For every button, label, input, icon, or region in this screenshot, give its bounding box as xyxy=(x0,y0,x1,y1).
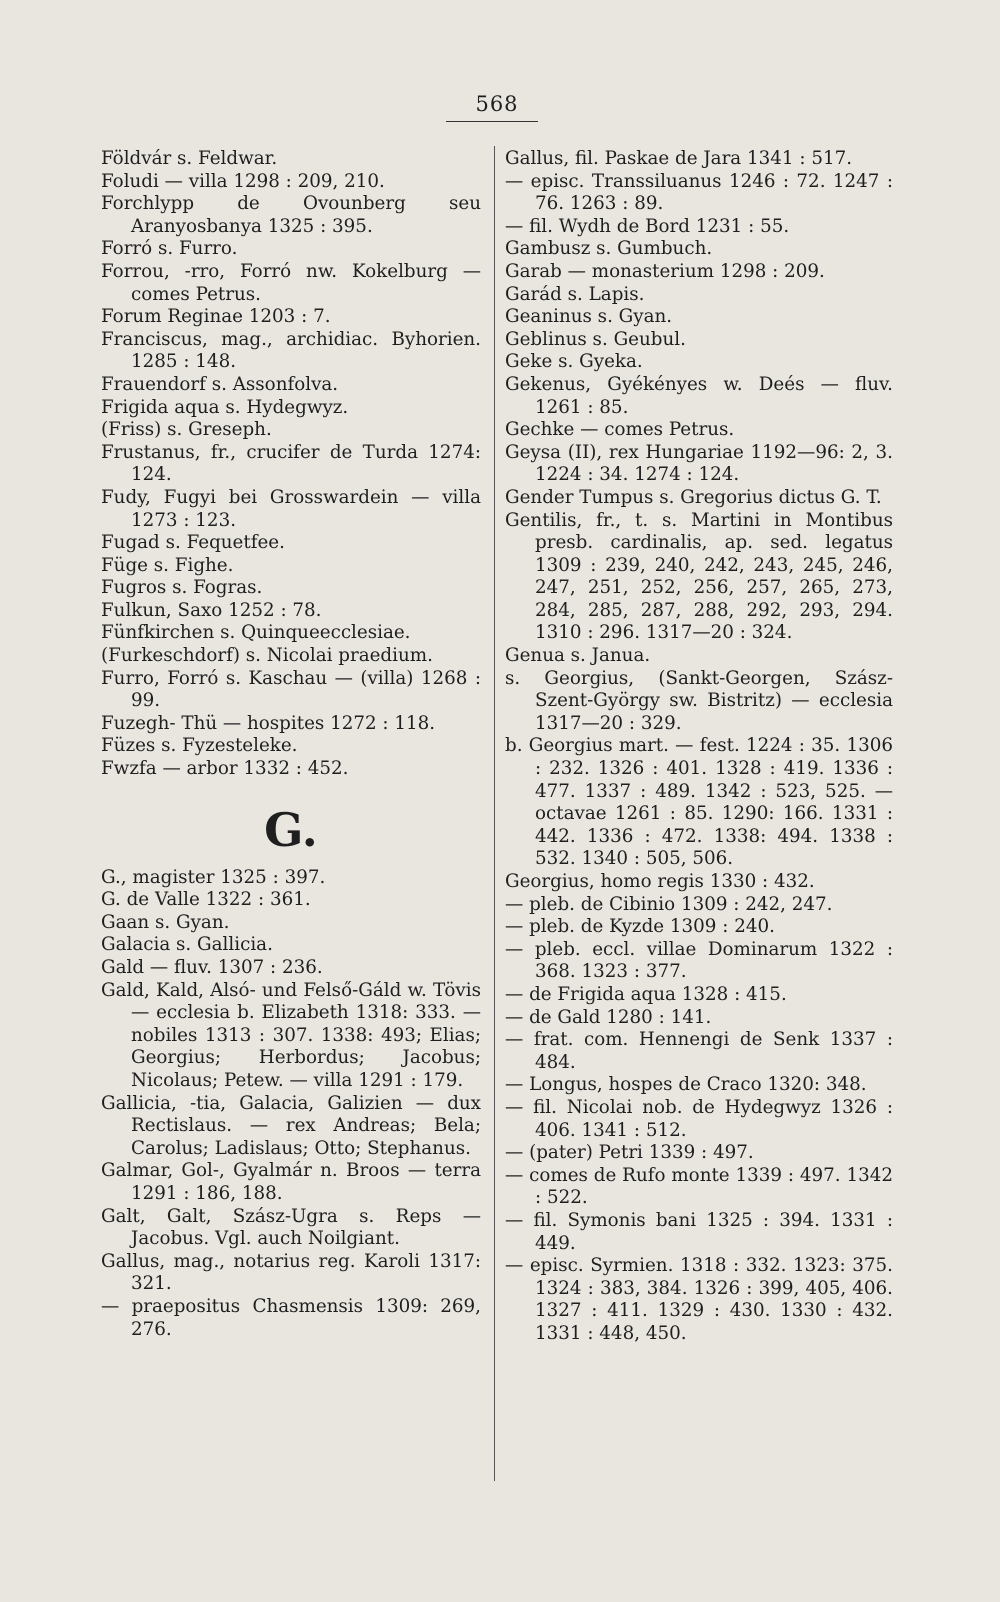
index-entry: — fil. Wydh de Bord 1231 : 55. xyxy=(505,215,790,237)
index-entry: Forró s. Furro. xyxy=(101,238,238,260)
index-entry: Fwzfa — arbor 1332 : 452. xyxy=(101,758,349,780)
index-entry: Foludi — villa 1298 : 209, 210. xyxy=(101,170,385,192)
index-entry: — de Gald 1280 : 141. xyxy=(505,1006,712,1028)
index-entry: Gechke — comes Petrus. xyxy=(505,419,735,441)
left-column xyxy=(101,148,481,1341)
page-number: 568 xyxy=(475,92,519,116)
index-entry: Fugros s. Fogras. xyxy=(101,577,263,599)
index-entry: — Longus, hospes de Craco 1320: 348. xyxy=(505,1074,867,1096)
index-entry: Geysa (II), rex Hungariae 1192—96: 2, 3. 1224 : 34. 1274 : 124. xyxy=(505,441,893,486)
index-entry: (Friss) s. Greseph. xyxy=(101,419,272,441)
index-entry: Füge s. Fighe. xyxy=(101,554,234,576)
index-entry: Forchlypp de Ovounberg seu Aranyosbanya 1325 : 395. xyxy=(101,193,481,237)
index-entry: G. de Valle 1322 : 361. xyxy=(101,889,311,911)
index-entry: Frustanus, fr., crucifer de Turda 1274: 124. xyxy=(101,441,481,486)
index-entry: Gald, Kald, Alsó- und Felső-Gáld w. Tövis — ecclesia b. Elizabeth 1318: 333. — nobiles 1313 : 307. 1338: 493; Elias; Georgius; Herbordus; Jacobus; Nicolaus; Petew. — villa 1291 : 179. xyxy=(101,979,481,1091)
index-entry: Fugad s. Fequetfee. xyxy=(101,532,285,554)
index-entry: Forum Reginae 1203 : 7. xyxy=(101,306,331,328)
index-entry: Gambusz s. Gumbuch. xyxy=(505,238,713,260)
index-entry: Forrou, -rro, Forró nw. Kokelburg — comes Petrus. xyxy=(101,260,481,305)
index-entry: Frigida aqua s. Hydegwyz. xyxy=(101,396,349,418)
index-entry: Gallicia, -tia, Galacia, Galizien — dux Rectislaus. — rex Andreas; Bela; Carolus; Ladislaus; Otto; Stephanus. xyxy=(101,1092,481,1159)
index-entry: Gekenus, Gyékényes w. Deés — fluv. 1261 : 85. xyxy=(505,373,893,418)
section-heading-g: G. xyxy=(264,802,318,857)
index-entry: Franciscus, mag., archidiac. Byhorien. 1285 : 148. xyxy=(101,328,481,373)
right-column xyxy=(505,148,893,1345)
index-entry: G., magister 1325 : 397. xyxy=(101,866,326,888)
index-entry: Garád s. Lapis. xyxy=(505,283,645,305)
index-entry: Füzes s. Fyzesteleke. xyxy=(101,735,298,757)
index-entry: — pleb. de Kyzde 1309 : 240. xyxy=(505,916,775,938)
index-entry: Fudy, Fugyi bei Grosswardein — villa 1273 : 123. xyxy=(101,486,481,531)
index-entry: — episc. Syrmien. 1318 : 332. 1323: 375. 1324 : 383, 384. 1326 : 399, 405, 406. 1327 : 411. 1329 : 430. 1330 : 432. 1331 : 448, 450. xyxy=(505,1255,893,1344)
index-entry: Genua s. Janua. xyxy=(505,645,651,667)
index-entry: Gald — fluv. 1307 : 236. xyxy=(101,957,323,978)
column-divider xyxy=(494,146,495,1481)
index-entry: Gaan s. Gyan. xyxy=(101,911,230,933)
index-entry: Fuzegh- Thü — hospites 1272 : 118. xyxy=(101,712,436,734)
index-entry: Gallus, mag., notarius reg. Karoli 1317: 321. xyxy=(101,1250,481,1295)
index-entry: Gentilis, fr., t. s. Martini in Montibus presb. cardinalis, ap. sed. legatus 1309 : 239, 240, 242, 243, 245, 246, 247, 251, 252, 256, 257, 265, 273, 284, 285, 287, 288, 292, 293, 294. 1310 : 296. 1317—20 : 324. xyxy=(505,509,893,644)
index-entry: Fulkun, Saxo 1252 : 78. xyxy=(101,599,322,621)
index-entry: s. Georgius, (Sankt-Georgen, Szász-Szent-György sw. Bistritz) — ecclesia 1317—20 : 329. xyxy=(505,667,893,734)
index-entry: Furro, Forró s. Kaschau — (villa) 1268 : 99. xyxy=(101,667,481,712)
index-entry: — pleb. eccl. villae Dominarum 1322 : 368. 1323 : 377. xyxy=(505,938,893,983)
index-entry: Galmar, Gol-, Gyalmár n. Broos — terra 1291 : 186, 188. xyxy=(101,1160,481,1204)
index-entry: Fünfkirchen s. Quinqueecclesiae. xyxy=(101,622,411,644)
index-entry: — comes de Rufo monte 1339 : 497. 1342 : 522. xyxy=(505,1164,893,1209)
index-entry: Galt, Galt, Szász-Ugra s. Reps — Jacobus. Vgl. auch Noilgiant. xyxy=(101,1205,481,1250)
index-entry: Geke s. Gyeka. xyxy=(505,351,643,373)
index-entry: — episc. Transsiluanus 1246 : 72. 1247 : 76. 1263 : 89. xyxy=(505,170,893,215)
index-entry: Geaninus s. Gyan. xyxy=(505,306,673,328)
index-entry: Georgius, homo regis 1330 : 432. xyxy=(505,871,815,892)
index-entry: b. Georgius mart. — fest. 1224 : 35. 1306 : 232. 1326 : 401. 1328 : 419. 1336 : 477. 1337 : 489. 1342 : 523, 525. — octavae 1261 : 85. 1290: 166. 1331 : 442. 1336 : 472. 1338: 494. 1338 : 532. 1340 : 505, 506. xyxy=(505,735,893,870)
index-entry: Frauendorf s. Assonfolva. xyxy=(101,373,339,395)
index-entry: Gender Tumpus s. Gregorius dictus G. T. xyxy=(505,486,882,508)
index-entry: Garab — monasterium 1298 : 209. xyxy=(505,260,825,282)
index-entry: — pleb. de Cibinio 1309 : 242, 247. xyxy=(505,893,833,915)
index-entry: Gallus, fil. Paskae de Jara 1341 : 517. xyxy=(505,148,853,169)
index-entry: — frat. com. Hennengi de Senk 1337 : 484. xyxy=(505,1029,893,1073)
index-entry: Geblinus s. Geubul. xyxy=(505,328,686,350)
index-entry: Földvár s. Feldwar. xyxy=(101,148,278,169)
index-entry: Galacia s. Gallicia. xyxy=(101,934,273,956)
page-number-rule xyxy=(446,121,538,122)
index-entry: — praepositus Chasmensis 1309: 269, 276. xyxy=(101,1295,481,1340)
index-entry: — fil. Symonis bani 1325 : 394. 1331 : 449. xyxy=(505,1209,893,1254)
index-entry: — (pater) Petri 1339 : 497. xyxy=(505,1142,754,1164)
index-entry: — de Frigida aqua 1328 : 415. xyxy=(505,983,787,1005)
index-entry: — fil. Nicolai nob. de Hydegwyz 1326 : 406. 1341 : 512. xyxy=(505,1096,893,1141)
index-entry: (Furkeschdorf) s. Nicolai praedium. xyxy=(101,645,433,667)
